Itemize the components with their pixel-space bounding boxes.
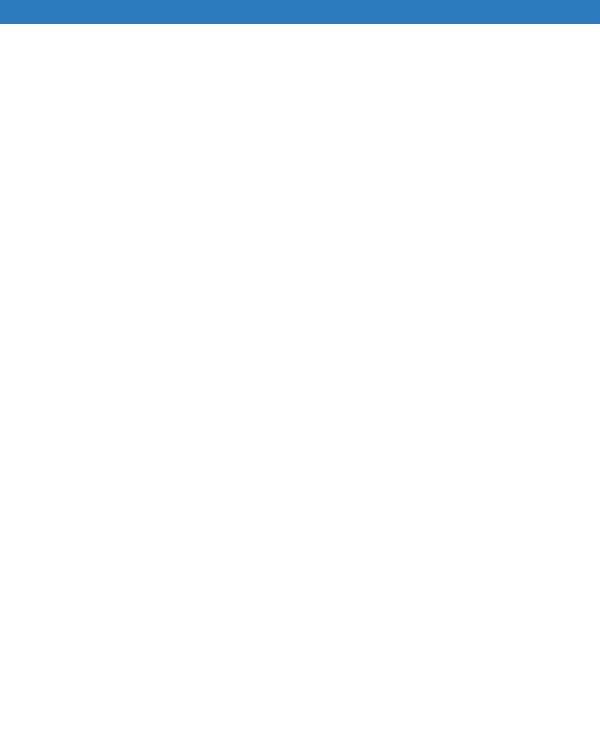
header-no [0,0,38,24]
header-features [359,0,600,24]
header-major-name [38,0,113,24]
table-header [0,0,600,24]
header-direction-jobs [113,0,359,24]
